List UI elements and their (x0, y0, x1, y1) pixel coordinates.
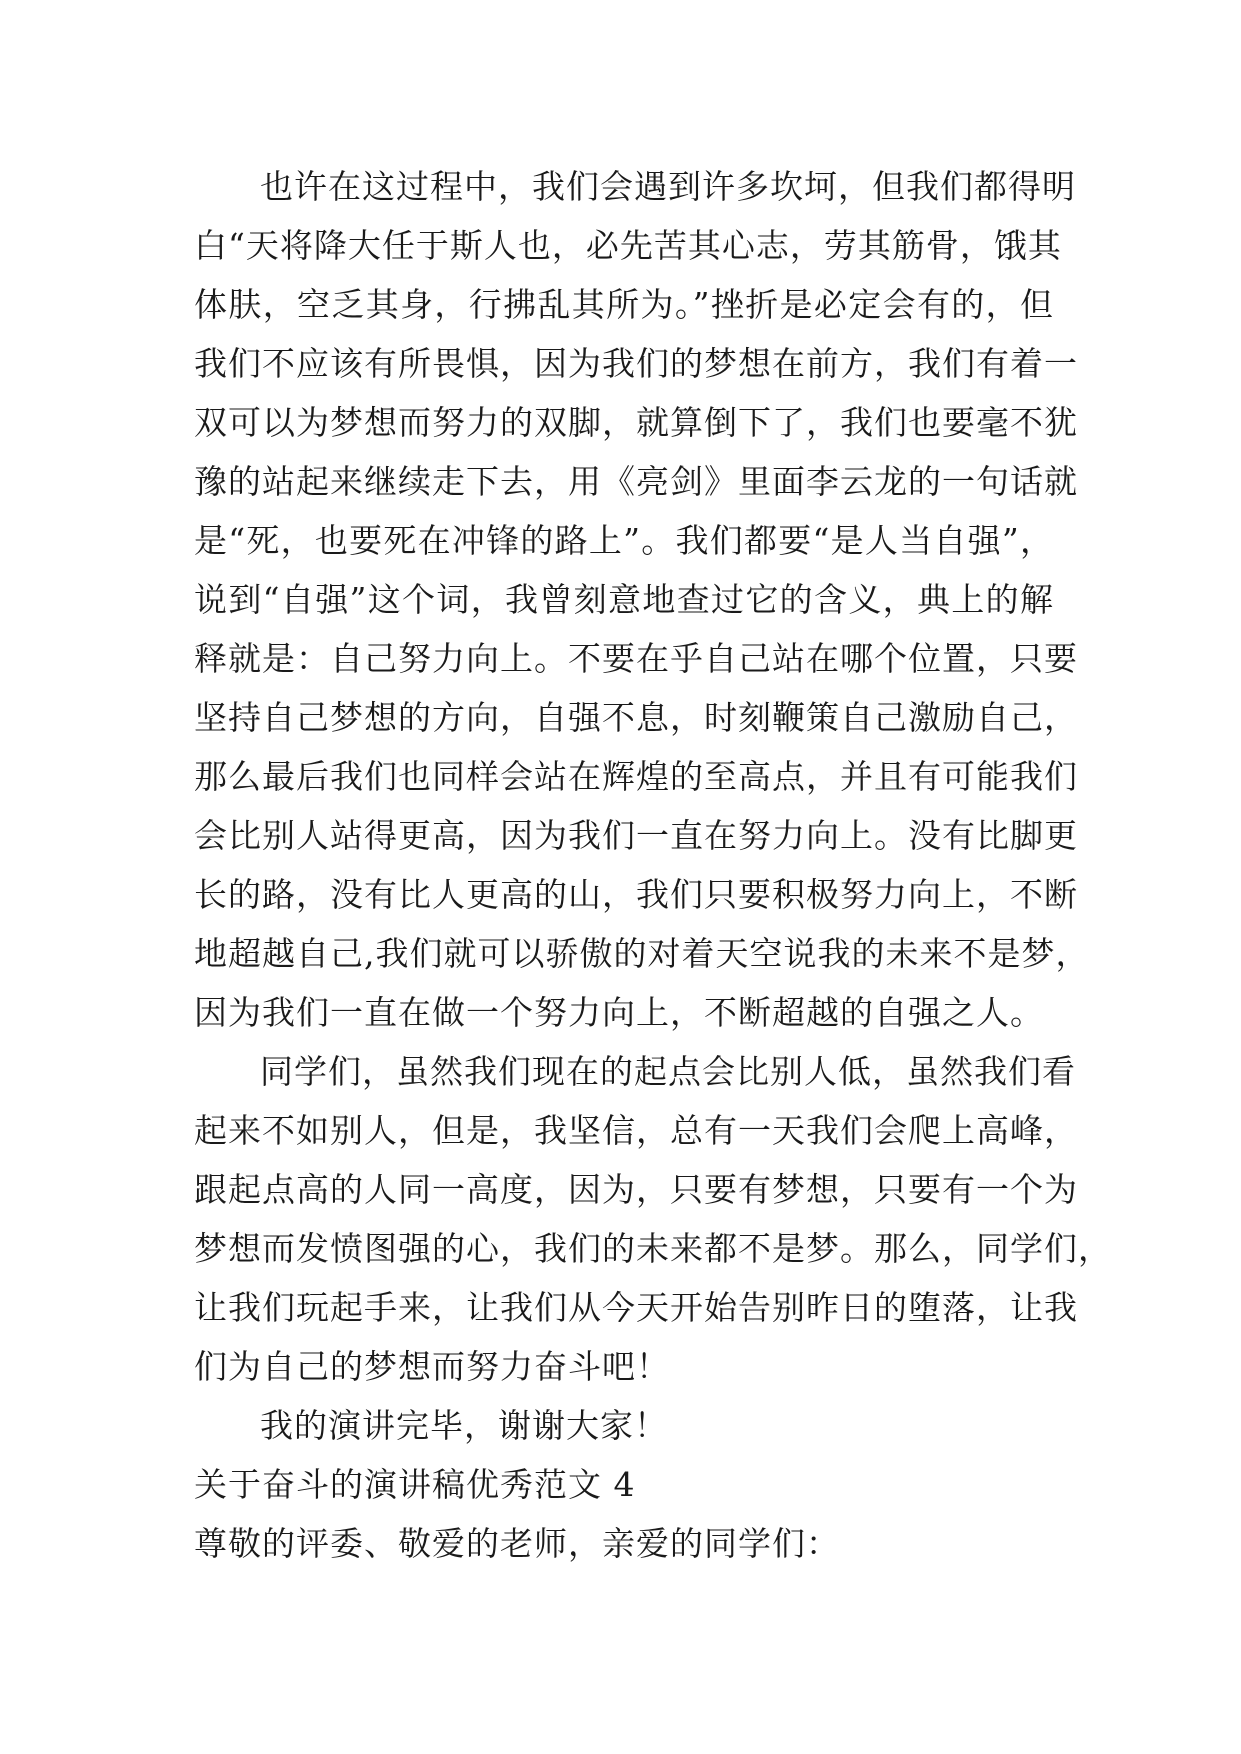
text-line: 会比别人站得更高，因为我们一直在努力向上。没有比脚更 (194, 816, 1078, 855)
text-line: 长的路，没有比人更高的山，我们只要积极努力向上，不断 (194, 875, 1078, 914)
text-line: 同学们，虽然我们现在的起点会比别人低，虽然我们看 (260, 1052, 1076, 1091)
text-line: 那么最后我们也同样会站在辉煌的至高点，并且有可能我们 (194, 757, 1078, 796)
text-line: 体肤，空乏其身，行拂乱其所为。”挫折是必定会有的，但 (194, 285, 1054, 324)
closing-line: 我的演讲完毕，谢谢大家！ (260, 1406, 668, 1445)
document-body (194, 157, 1112, 1573)
text-line: 双可以为梦想而努力的双脚，就算倒下了，我们也要毫不犹 (194, 403, 1078, 442)
text-line: 地超越自己,我们就可以骄傲的对着天空说我的未来不是梦， (194, 934, 1090, 973)
text-line: 起来不如别人，但是，我坚信，总有一天我们会爬上高峰， (194, 1111, 1078, 1150)
section-title: 关于奋斗的演讲稿优秀范文 4 (194, 1465, 636, 1504)
text-line: 让我们玩起手来，让我们从今天开始告别昨日的堕落，让我 (194, 1288, 1078, 1327)
text-line: 说到“自强”这个词，我曾刻意地查过它的含义，典上的解 (194, 580, 1054, 619)
text-line: 们为自己的梦想而努力奋斗吧！ (194, 1347, 670, 1386)
salutation: 尊敬的评委、敬爱的老师，亲爱的同学们： (194, 1524, 840, 1563)
paragraph-1 (194, 157, 1090, 1042)
text-line: 释就是：自己努力向上。不要在乎自己站在哪个位置，只要 (194, 639, 1078, 678)
text-line: 豫的站起来继续走下去，用《亮剑》里面李云龙的一句话就 (194, 462, 1078, 501)
text-line: 跟起点高的人同一高度，因为，只要有梦想，只要有一个为 (194, 1170, 1078, 1209)
text-line: 因为我们一直在做一个努力向上，不断超越的自强之人。 (194, 993, 1044, 1032)
text-line: 是“死，也要死在冲锋的路上”。我们都要“是人当自强”， (194, 521, 1054, 560)
text-line: 坚持自己梦想的方向，自强不息，时刻鞭策自己激励自己， (194, 698, 1078, 737)
text-line: 白“天将降大任于斯人也，必先苦其心志，劳其筋骨，饿其 (194, 226, 1062, 265)
text-line: 也许在这过程中，我们会遇到许多坎坷，但我们都得明 (260, 167, 1076, 206)
text-line: 梦想而发愤图强的心，我们的未来都不是梦。那么，同学们， (194, 1229, 1112, 1268)
text-line: 我们不应该有所畏惧，因为我们的梦想在前方，我们有着一 (194, 344, 1078, 383)
paragraph-2 (194, 1042, 1112, 1396)
